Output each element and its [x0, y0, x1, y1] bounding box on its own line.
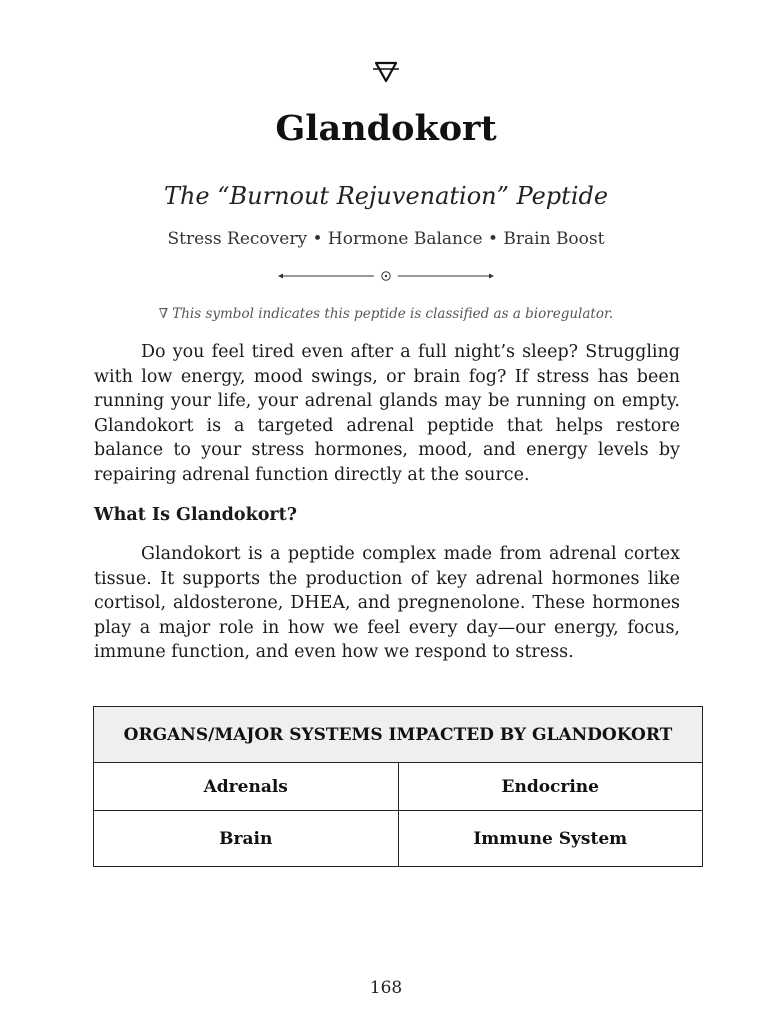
- page-number: 168: [369, 978, 403, 998]
- bioregulator-note-symbol: ∇: [158, 306, 169, 322]
- bioregulator-note-text: This symbol indicates this peptide is classified as a bioregulator.: [172, 306, 614, 322]
- bioregulator-symbol-icon: [0, 60, 772, 90]
- section-paragraph: Glandokort is a peptide complex made from adrenal cortex tissue. It supports the production of key adrenal hormones like cortisol, aldosterone, DHEA, and pregnenolone. These hormones play a major role in how we feel every day—our energy, focus, immune function, and even how we respond to stress.: [94, 544, 680, 662]
- page-title: Glandokort: [275, 108, 497, 149]
- tagline: Stress Recovery • Hormone Balance • Brain Boost: [167, 229, 605, 249]
- table-row: [94, 763, 703, 811]
- ornament-divider-icon: [0, 268, 772, 286]
- table-cell: Endocrine: [398, 763, 703, 811]
- table-row: [94, 811, 703, 867]
- intro-paragraph: Do you feel tired even after a full night’s sleep? Struggling with low energy, mood swings, or brain fog? If stress has been running your life, your adrenal glands may be running on empty. Glandokort is a targeted adrenal peptide that helps restore balance to your stress hormones, mood, and energy levels by repairing adrenal function directly at the source.: [94, 342, 680, 485]
- table-cell: Immune System: [398, 811, 703, 867]
- organs-table: [93, 706, 703, 867]
- section-heading: What Is Glandokort?: [94, 505, 297, 525]
- table-cell: Adrenals: [94, 763, 399, 811]
- subtitle: The “Burnout Rejuvenation” Peptide: [163, 182, 609, 210]
- table-cell: Brain: [94, 811, 399, 867]
- organs-table-header: ORGANS/MAJOR SYSTEMS IMPACTED BY GLANDOKORT: [94, 707, 703, 763]
- bioregulator-note: [0, 304, 772, 324]
